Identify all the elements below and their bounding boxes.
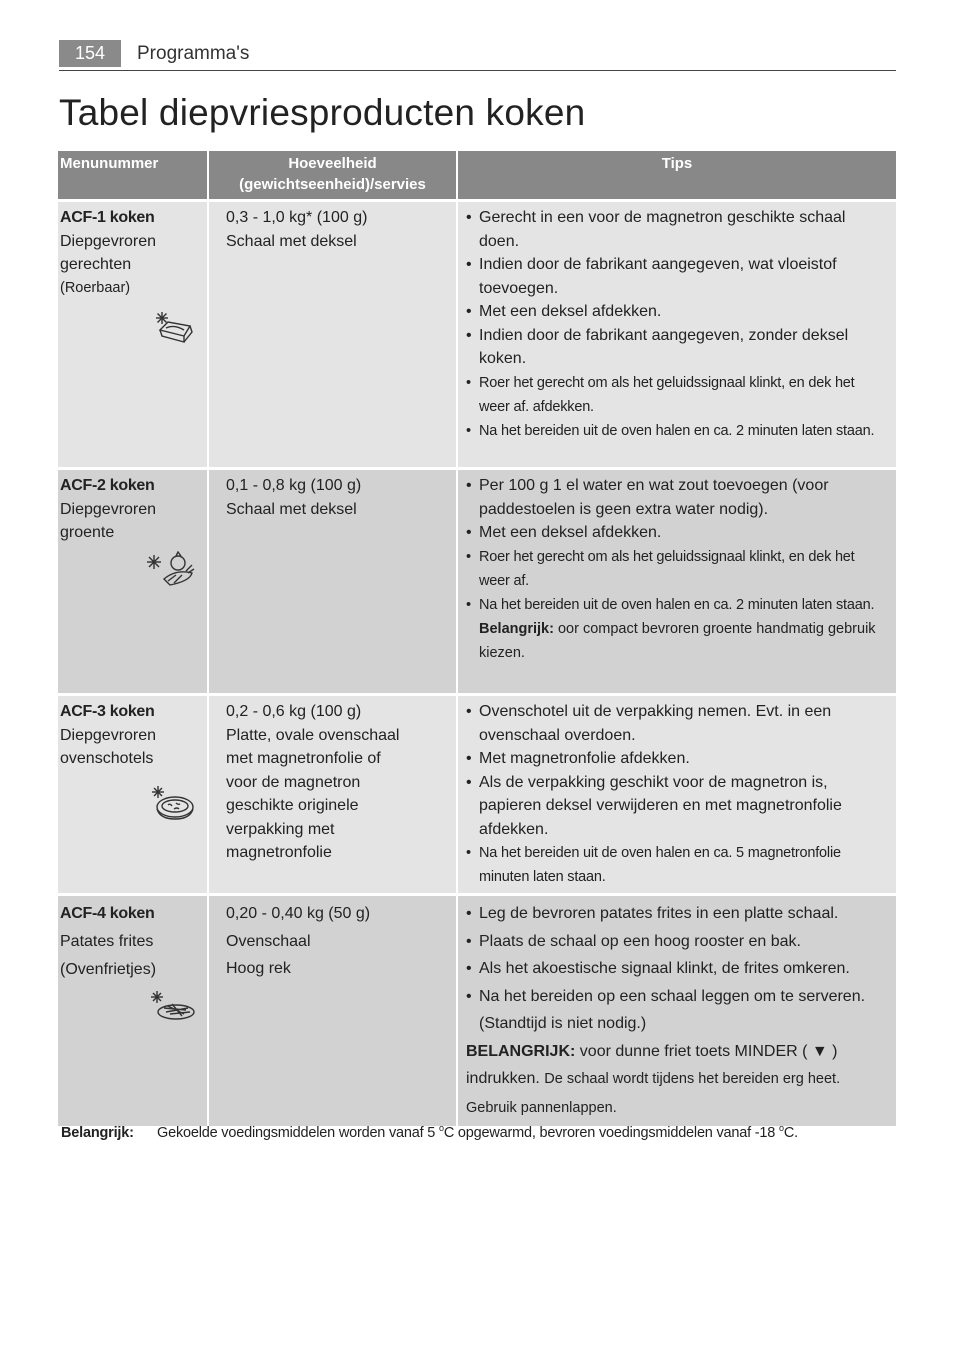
amount-cell	[208, 695, 457, 895]
menu-name-line: ovenschotels	[60, 750, 154, 767]
table-row	[58, 895, 896, 1128]
amount-cell	[208, 469, 457, 695]
tips-cell	[457, 201, 896, 469]
table-row	[58, 695, 896, 895]
tip-item: • Gerecht in een voor de magnetron geschikte schaal doen.	[466, 206, 888, 253]
tip-item: • Als de verpakking geschikt voor de magnetron is, papieren deksel verwijderen en met magnetronfolie afdekken.	[466, 771, 888, 842]
tip-item: • Per 100 g 1 el water en wat zout toevoegen (voor paddestoelen is geen extra water nodig).	[466, 474, 888, 521]
menu-cell	[58, 469, 208, 695]
tip-item: • Na het bereiden uit de oven halen en ca. 2 minuten laten staan.	[466, 593, 888, 617]
column-header-tips: Tips	[457, 151, 896, 201]
tip-item: • Ovenschotel uit de verpakking nemen. Evt. in een ovenschaal overdoen.	[466, 700, 888, 747]
tip-item: • Na het bereiden uit de oven halen en ca. 2 minuten laten staan.	[466, 419, 888, 443]
amount-line: Platte, ovale ovenschaal	[226, 726, 400, 744]
page-header	[59, 40, 896, 71]
tip-item: • Met een deksel afdekken.	[466, 521, 888, 545]
amount-line: Ovenschaal	[226, 932, 311, 950]
menu-name-line: Diepgevroren	[60, 232, 157, 250]
table-header-row	[58, 151, 896, 201]
menu-name-line: Diepgevroren	[60, 500, 157, 518]
tip-item: • Roer het gerecht om als het geluidssignaal klinkt, en dek het weer af. afdekken.	[466, 371, 888, 419]
footnote-label: Belangrijk:	[61, 1125, 134, 1141]
frozen-vegetables-icon	[146, 551, 196, 589]
note-label: Belangrijk:	[479, 620, 554, 637]
amount-line: 0,1 - 0,8 kg (100 g)	[226, 477, 362, 494]
table-row	[58, 469, 896, 695]
important-warning	[466, 1038, 888, 1123]
footnote-text: C opgewarmd, bevroren voedingsmiddelen vanaf -18	[443, 1125, 779, 1141]
menu-cell	[58, 695, 208, 895]
important-note	[466, 617, 888, 665]
tip-item: • Indien door de fabrikant aangegeven, wat vloeistof toevoegen.	[466, 253, 888, 300]
amount-line: voor de magnetron	[226, 773, 361, 791]
amount-line: verpakking met	[226, 820, 335, 838]
note-text: oor compact bevroren groente handmatig gebruik kiezen.	[479, 620, 876, 661]
menu-name-line: Diepgevroren	[60, 726, 157, 744]
menu-code: ACF-2 koken	[60, 477, 155, 494]
tip-item: • Na het bereiden op een schaal leggen om te serveren. (Standtijd is niet nodig.)	[466, 983, 888, 1038]
column-header-amount-line: Hoeveelheid	[288, 155, 377, 172]
amount-line: magnetronfolie	[226, 844, 332, 861]
footnote-text: Gekoelde voedingsmiddelen worden vanaf 5	[157, 1125, 439, 1141]
footnote	[61, 1117, 901, 1144]
tips-cell	[457, 895, 896, 1128]
menu-cell	[58, 201, 208, 469]
tip-item: • Leg de bevroren patates frites in een platte schaal.	[466, 900, 888, 928]
menu-cell	[58, 895, 208, 1128]
menu-name-line: groente	[60, 524, 115, 541]
page-number: 154	[59, 40, 121, 67]
amount-line: Hoog rek	[226, 960, 291, 977]
frozen-products-table	[58, 151, 896, 1129]
menu-name-line: (Ovenfrietjes)	[60, 961, 157, 978]
menu-name-extra: (Roerbaar)	[60, 279, 131, 296]
amount-line: met magnetronfolie of	[226, 750, 381, 767]
amount-line: geschikte originele	[226, 797, 359, 814]
menu-name-line: Patates frites	[60, 933, 154, 950]
degree-sup: o	[439, 1123, 444, 1133]
tip-item: • Indien door de fabrikant aangegeven, zonder deksel koken.	[466, 324, 888, 371]
tip-item: • Na het bereiden uit de oven halen en ca. 5 magnetronfolie minuten laten staan.	[466, 841, 888, 889]
tip-item: • Met een deksel afdekken.	[466, 300, 888, 324]
menu-code: ACF-1 koken	[60, 209, 155, 226]
amount-line: 0,2 - 0,6 kg (100 g)	[226, 703, 362, 720]
tips-cell	[457, 695, 896, 895]
menu-code: ACF-4 koken	[60, 905, 155, 922]
tip-item: • Als het akoestische signaal klinkt, de frites omkeren.	[466, 955, 888, 983]
menu-code: ACF-3 koken	[60, 703, 155, 720]
frozen-dish-icon	[154, 310, 196, 344]
degree-sup: o	[779, 1123, 784, 1133]
amount-cell	[208, 895, 457, 1128]
table-row	[58, 201, 896, 469]
footnote-text: C.	[783, 1125, 798, 1141]
warning-small-text: De schaal wordt tijdens het bereiden erg heet. Gebruik pannenlappen.	[466, 1071, 841, 1116]
tips-cell	[457, 469, 896, 695]
warning-text: voor dunne friet toets MINDER ( ▼ ) indrukken.	[466, 1042, 838, 1087]
menu-name-line: gerechten	[60, 256, 132, 273]
column-header-menu: Menunummer	[58, 151, 208, 201]
tip-item: • Met magnetronfolie afdekken.	[466, 747, 888, 771]
tip-item: • Roer het gerecht om als het geluidssignaal klinkt, en dek het weer af.	[466, 545, 888, 593]
column-header-amount	[208, 151, 457, 201]
tip-item: • Plaats de schaal op een hoog rooster en bak.	[466, 928, 888, 956]
warning-label: BELANGRIJK:	[466, 1042, 576, 1060]
amount-line: Schaal met deksel	[226, 232, 357, 250]
column-header-amount-line: (gewichtseenheid)/servies	[239, 176, 426, 193]
page-title: Tabel diepvriesproducten koken	[59, 92, 586, 133]
frozen-casserole-icon	[150, 785, 196, 821]
amount-line: 0,3 - 1,0 kg* (100 g)	[226, 209, 368, 226]
frozen-fries-icon	[150, 990, 196, 1022]
amount-line: 0,20 - 0,40 kg (50 g)	[226, 905, 371, 922]
amount-cell	[208, 201, 457, 469]
amount-line: Schaal met deksel	[226, 500, 357, 518]
section-title: Programma's	[137, 43, 250, 64]
